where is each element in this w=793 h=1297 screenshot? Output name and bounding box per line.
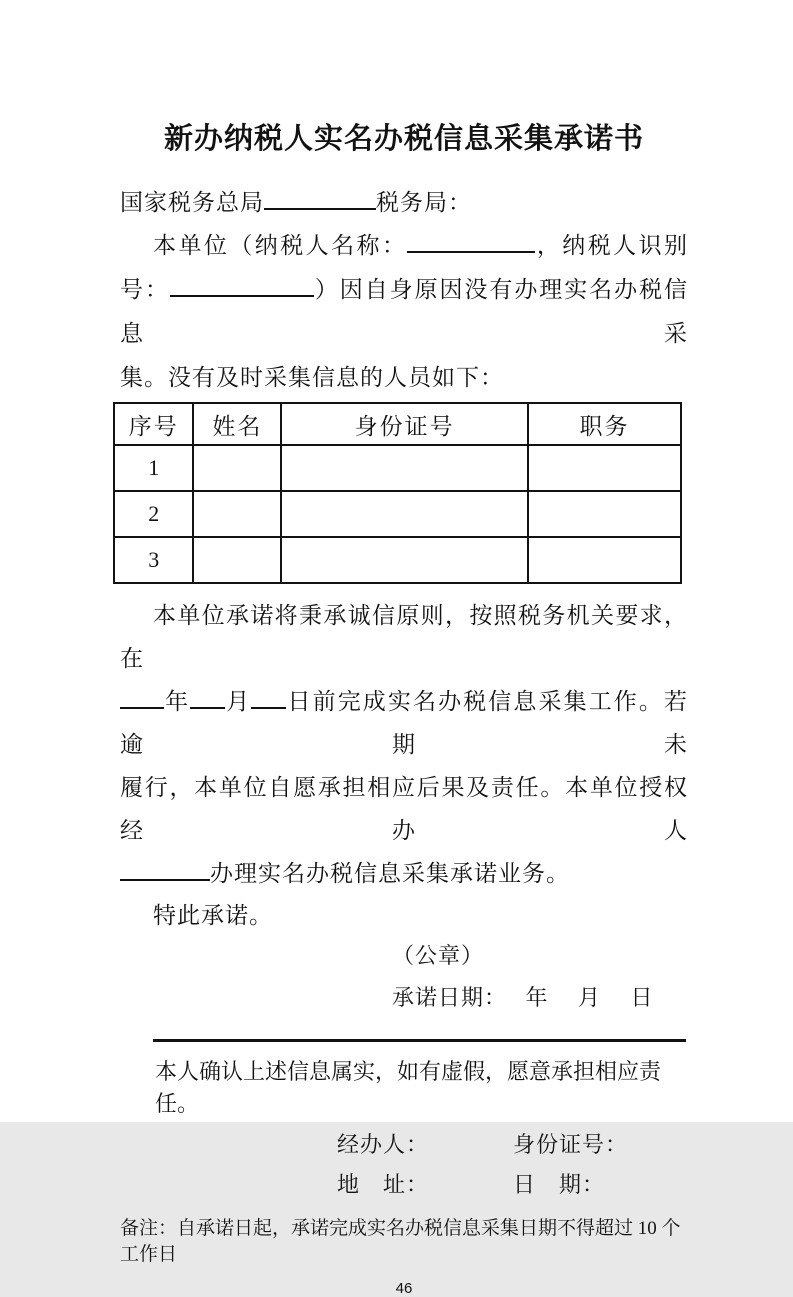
date-label: 日 期：: [513, 1172, 606, 1197]
fill-in-blank: [170, 274, 314, 297]
commitment-line-2: [120, 680, 688, 766]
text-run: 号：: [120, 277, 170, 302]
closing-line: 特此承诺。: [153, 903, 273, 928]
fill-in-blank: [407, 230, 535, 253]
table-row: [114, 491, 681, 537]
header-id-number: 身份证号: [281, 403, 528, 445]
cell-serial: 3: [114, 537, 193, 583]
text-run: ，纳税人识别: [535, 233, 688, 258]
intro-line-2: [120, 268, 688, 356]
table-row: [114, 537, 681, 583]
seal-placeholder: （公章）: [392, 943, 485, 968]
commitment-line-1: [120, 594, 688, 680]
cell-name: [193, 445, 281, 491]
fill-in-blank: [190, 686, 225, 709]
signature-row: [120, 1170, 688, 1200]
text-run: 日前完成实名办税信息采集工作。若逾期未: [120, 689, 689, 757]
header-serial-number: 序号: [114, 403, 193, 445]
text-run: 月: [225, 689, 252, 714]
cell-id: [281, 491, 528, 537]
salutation-line: [120, 186, 688, 220]
intro-paragraph: [120, 224, 688, 400]
cell-id: [281, 445, 528, 491]
id-number-label: 身份证号：: [513, 1132, 629, 1157]
note-line: 备注：自承诺日起，承诺完成实名办税信息采集日期不得超过 10 个工作日: [120, 1218, 681, 1265]
personnel-table: [113, 402, 682, 584]
agent-label: 经办人：: [337, 1132, 430, 1157]
cell-name: [193, 537, 281, 583]
text-run: 集。没有及时采集信息的人员如下：: [120, 365, 504, 390]
cell-serial: 1: [114, 445, 193, 491]
cell-serial: 2: [114, 491, 193, 537]
address-label: 地 址：: [337, 1172, 430, 1197]
cell-id: [281, 537, 528, 583]
commitment-date-line: 承诺日期： 年 月 日: [392, 985, 654, 1010]
text-run: 履行，本单位自愿承担相应后果及责任。本单位授权经办人: [120, 775, 688, 843]
fill-in-blank: [120, 858, 210, 881]
document-title: 新办纳税人实名办税信息采集承诺书: [163, 123, 644, 155]
text-run: ）因自身原因没有办理实名办税信息采: [120, 277, 689, 346]
commitment-line-3: [120, 766, 688, 852]
cell-position: [528, 491, 681, 537]
text-run: 本单位（纳税人名称：: [153, 233, 408, 258]
header-position: 职务: [528, 403, 681, 445]
intro-line-3: [120, 356, 688, 400]
text-run: 办理实名办税信息采集承诺业务。: [210, 861, 570, 886]
confirmation-line: 本人确认上述信息属实，如有虚假，愿意承担相应责任。: [155, 1059, 662, 1116]
header-name: 姓名: [193, 403, 281, 445]
signature-row: [120, 1130, 688, 1160]
fill-in-blank: [264, 187, 376, 210]
cell-name: [193, 491, 281, 537]
cell-position: [528, 537, 681, 583]
text-run: 税务局：: [376, 190, 472, 215]
text-run: 本单位承诺将秉承诚信原则，按照税务机关要求，在: [120, 603, 688, 671]
table-header-row: [114, 403, 681, 445]
text-run: 年: [164, 689, 191, 714]
fill-in-blank: [120, 686, 164, 709]
cell-position: [528, 445, 681, 491]
separator-rule: [153, 1039, 686, 1042]
table-row: [114, 445, 681, 491]
intro-line-1: [120, 224, 688, 268]
commitment-line-4: [120, 852, 688, 895]
commitment-paragraph: [120, 594, 688, 895]
text-run: 国家税务总局: [120, 190, 264, 215]
fill-in-blank: [251, 686, 286, 709]
page-number: 46: [395, 1280, 413, 1297]
